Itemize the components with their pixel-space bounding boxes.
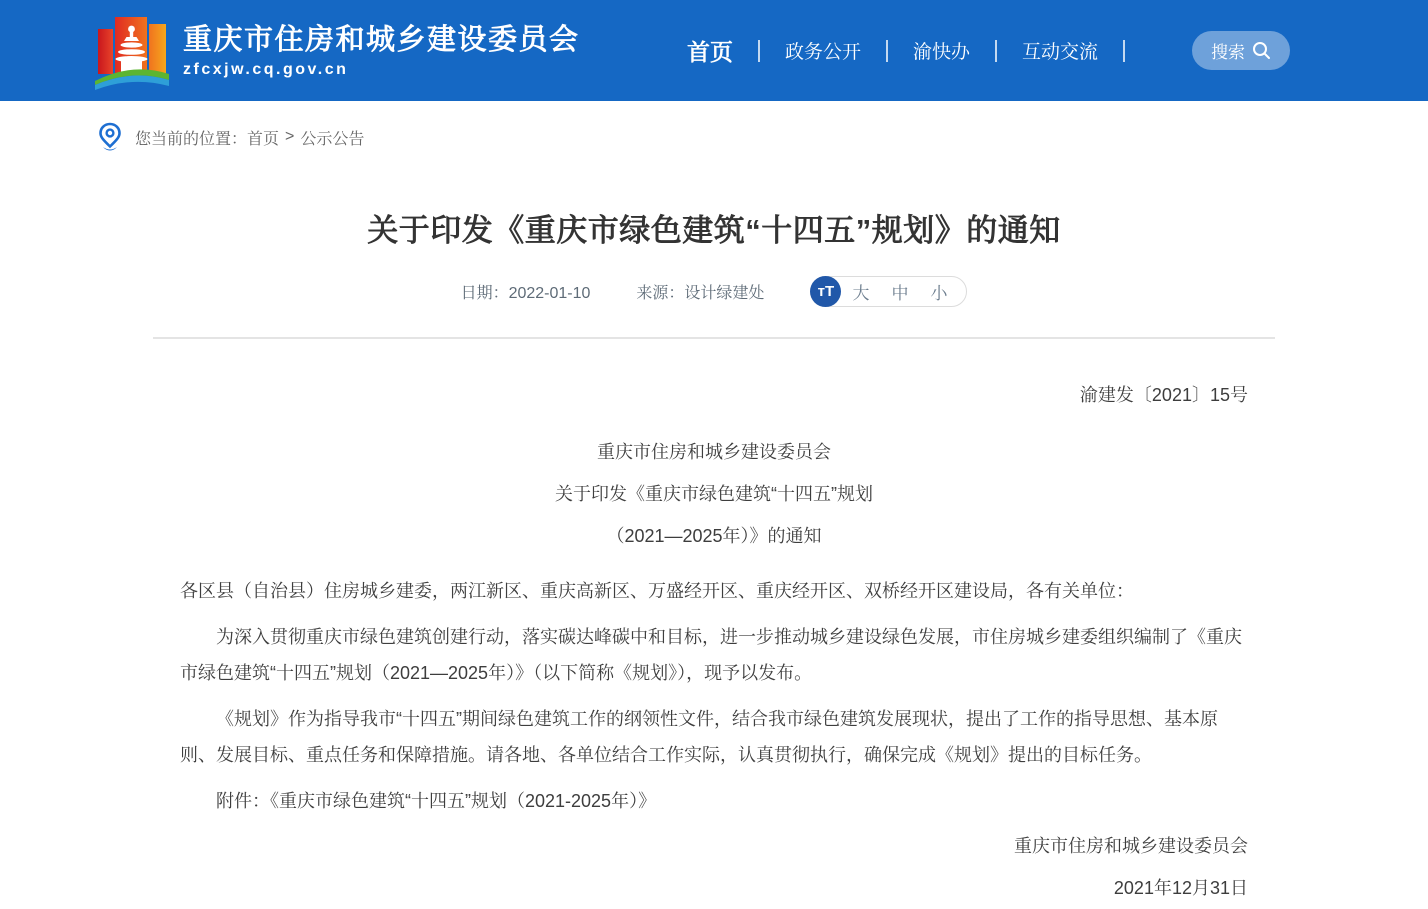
site-brand[interactable]: [95, 10, 580, 92]
breadcrumb-prefix: 您当前的位置：: [135, 130, 248, 148]
location-pin-icon: [99, 123, 121, 151]
article-title: 关于印发《重庆市绿色建筑“十四五”规划》的通知: [367, 213, 1061, 248]
breadcrumb-home[interactable]: 首页: [247, 130, 280, 148]
signature-date: 2021年12月31日: [1113, 878, 1248, 898]
font-size-small-button[interactable]: 小: [930, 284, 948, 303]
site-name: 重庆市住房和城乡建设委员会: [183, 23, 580, 56]
font-size-medium-button[interactable]: 中: [891, 284, 909, 303]
meta-divider: [153, 337, 1275, 339]
article: [153, 205, 1275, 909]
nav-divider: [758, 40, 760, 62]
article-source: 来源：设计绿建处: [636, 285, 765, 302]
paragraph-recipients: 各区县（自治县）住房城乡建委，两江新区、重庆高新区、万盛经开区、重庆经开区、双桥经开区建设局，各有关单位：: [180, 581, 1134, 601]
heading-line: 关于印发《重庆市绿色建筑“十四五”规划: [555, 484, 873, 504]
site-logo-icon: [95, 12, 169, 92]
search-button-label: 搜索: [1211, 43, 1245, 62]
nav-divider: [995, 40, 997, 62]
site-url: zfcxjw.cq.gov.cn: [183, 60, 349, 78]
breadcrumb-current[interactable]: 公示公告: [300, 130, 365, 148]
site-header: [0, 0, 1428, 101]
document-paragraphs: [180, 573, 1248, 819]
nav-item-gov-info[interactable]: 政务公开: [784, 42, 861, 63]
paragraph-body: 《规划》作为指导我市“十四五”期间绿色建筑工作的纲领性文件，结合我市绿色建筑发展现状，提出了工作的指导思想、基本原则、发展目标、重点任务和保障措施。请各地、各单位结合工作实际，认真贯彻执行，确保完成《规划》提出的目标任务。: [180, 709, 1218, 765]
search-icon: [1252, 41, 1271, 60]
main-nav: [687, 31, 1290, 70]
paragraph-attachment: 附件：《重庆市绿色建筑“十四五”规划（2021-2025年）》: [216, 791, 657, 811]
breadcrumb: [0, 101, 1428, 153]
paragraph-body: 为深入贯彻重庆市绿色建筑创建行动，落实碳达峰碳中和目标，进一步推动城乡建设绿色发展，市住房城乡建委组织编制了《重庆市绿色建筑“十四五”规划（2021—2025年）》（以下简称《规划》），现予以发布。: [180, 627, 1242, 683]
heading-line: 重庆市住房和城乡建设委员会: [597, 442, 831, 462]
article-meta: [153, 276, 1275, 307]
breadcrumb-separator: >: [285, 128, 295, 145]
document-number: 渝建发〔2021〕15号: [1079, 385, 1248, 405]
heading-line: （2021—2025年）》的通知: [606, 526, 822, 546]
nav-item-home[interactable]: 首页: [686, 39, 733, 65]
font-size-large-button[interactable]: 大: [852, 284, 870, 303]
document-body: [153, 381, 1275, 909]
nav-divider: [886, 40, 888, 62]
document-heading: [180, 431, 1248, 557]
signature-org: 重庆市住房和城乡建设委员会: [1014, 836, 1248, 856]
search-button[interactable]: [1192, 31, 1290, 70]
font-size-widget: [810, 276, 967, 307]
nav-divider: [1123, 40, 1125, 62]
signature-block: [180, 825, 1248, 909]
nav-item-yukuaiban[interactable]: 渝快办: [912, 42, 970, 63]
nav-item-interaction[interactable]: 互动交流: [1021, 42, 1098, 63]
article-date: 日期：2022-01-10: [460, 285, 591, 302]
font-size-icon: тT: [810, 276, 841, 307]
